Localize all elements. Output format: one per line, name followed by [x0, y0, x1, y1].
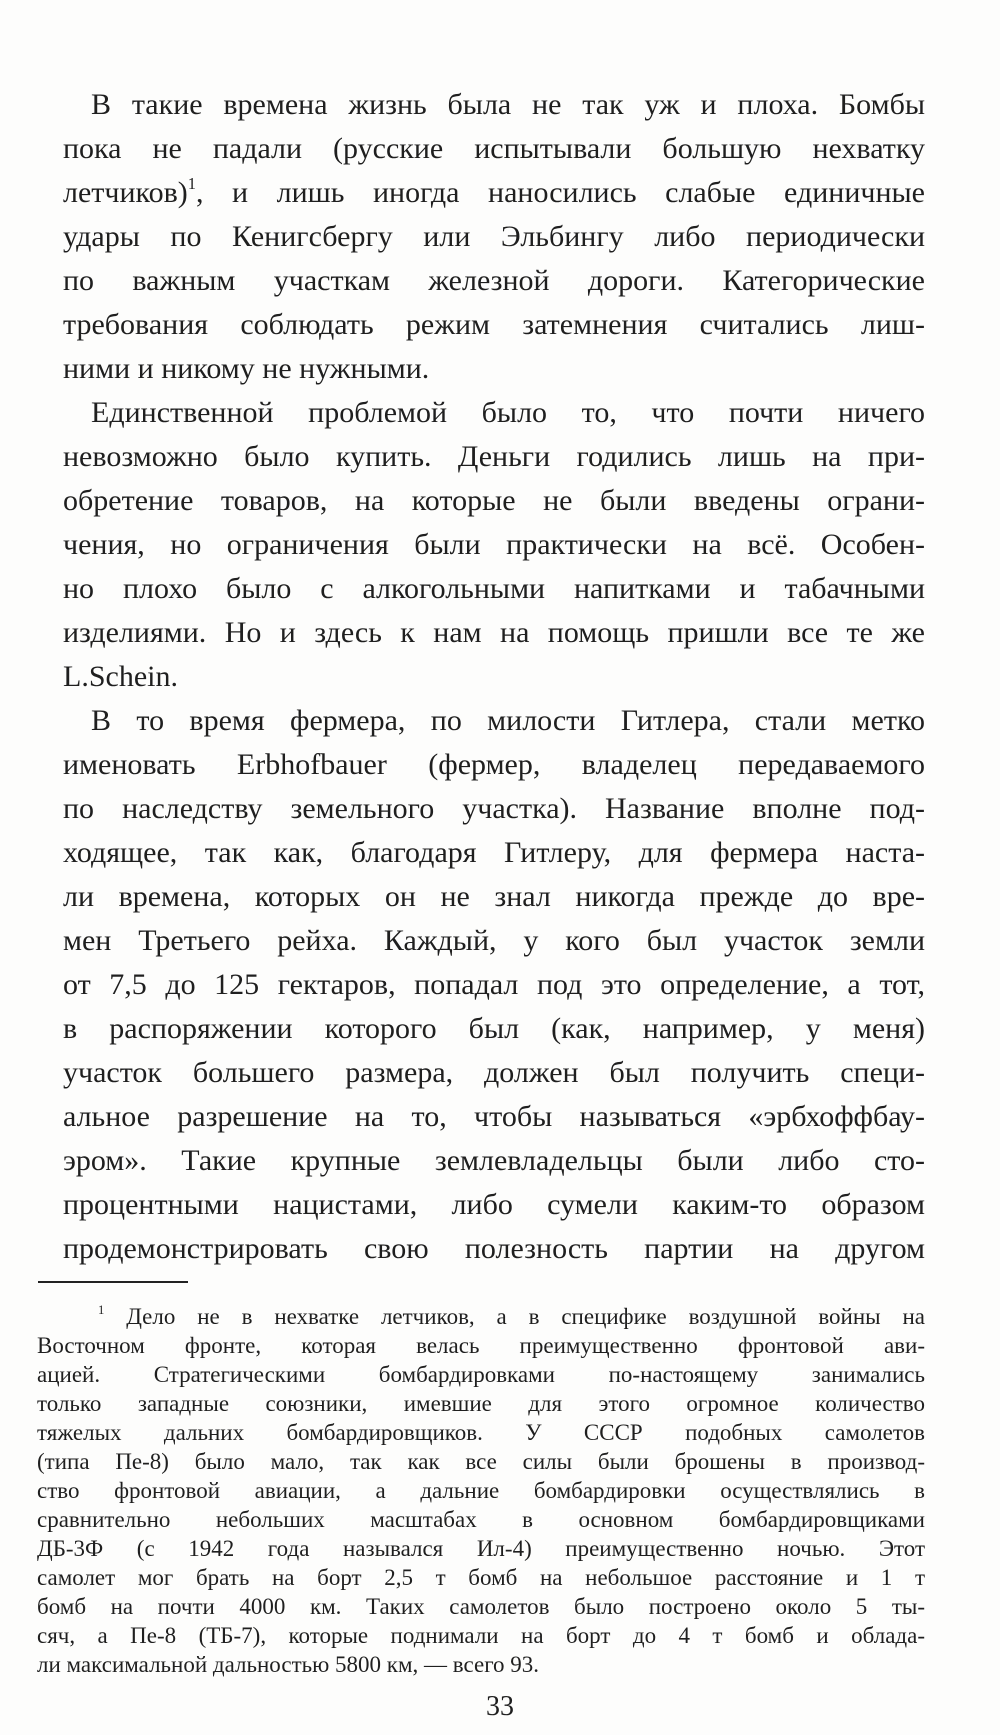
footnote-line: самолет мог брать на борт 2,5 т бомб на небольшое расстояние и 1 т [37, 1565, 925, 1590]
main-text-line: по важным участкам железной дороги. Категорические [63, 264, 925, 297]
main-text-line: ли времена, которых он не знал никогда прежде до вре- [63, 880, 925, 913]
main-text-line: В такие времена жизнь была не так уж и плоха. Бомбы [91, 88, 925, 121]
footnote-line: ли максимальной дальностью 5800 км, — всего 93. [37, 1652, 540, 1677]
page-number: 33 [486, 1691, 514, 1722]
footnote-first-line [98, 1303, 925, 1331]
footnote-reference: 1 [187, 174, 196, 194]
footnote-line: ацией. Стратегическими бомбардировками по-настоящему занимались [37, 1362, 925, 1387]
main-text-line: удары по Кенигсбергу или Эльбингу либо периодически [63, 220, 925, 253]
main-text-line: В то время фермера, по милости Гитлера, стали метко [91, 704, 925, 737]
main-text-line: эром». Такие крупные землевладельцы были либо сто- [63, 1144, 925, 1177]
main-text-line: участок большего размера, должен был получить специ- [63, 1056, 925, 1089]
main-text-line: от 7,5 до 125 гектаров, попадал под это определение, а тот, [63, 968, 925, 1001]
footnote-separator [38, 1281, 188, 1283]
main-text-line: процентными нацистами, либо сумели каким-то образом [63, 1188, 925, 1221]
footnote-line: ство фронтовой авиации, а дальние бомбардировки осуществлялись в [37, 1478, 925, 1503]
main-text-line: в распоряжении которого был (как, например, у меня) [63, 1012, 925, 1045]
main-text-line: чения, но ограничения были практически на всё. Особен- [63, 528, 925, 561]
main-text-fragment: , и лишь иногда наносились слабые единичные [196, 176, 925, 209]
main-text-line: ними и никому не нужными. [63, 352, 430, 385]
main-text-line: L.Schein. [63, 660, 178, 693]
main-text-line: продемонстрировать свою полезность партии на другом [63, 1232, 925, 1265]
footnote-marker: 1 [98, 1303, 105, 1318]
main-text-line: изделиями. Но и здесь к нам на помощь пришли все те же [63, 616, 925, 649]
main-text-line: Единственной проблемой было то, что почти ничего [91, 396, 925, 429]
main-text-line: по наследству земельного участка). Название вполне под- [63, 792, 925, 825]
main-text-line: альное разрешение на то, чтобы называться «эрбхоффбау- [63, 1100, 925, 1133]
footnote-line: сравнительно небольших масштабах в основном бомбардировщиками [37, 1507, 925, 1532]
footnote-line: сяч, а Пе-8 (ТБ-7), которые поднимали на борт до 4 т бомб и облада- [37, 1623, 925, 1648]
footnote-line: Восточном фронте, которая велась преимущественно фронтовой ави- [37, 1333, 925, 1358]
footnote-line: только западные союзники, имевшие для этого огромное количество [37, 1391, 925, 1416]
footnote-line: (типа Пе-8) было мало, так как все силы были брошены в производ- [37, 1449, 925, 1474]
footnote-line: бомб на почти 4000 км. Таких самолетов было построено около 5 ты- [37, 1594, 925, 1619]
main-text-fragment: летчиков) [63, 176, 188, 209]
main-text-line: именовать Erbhofbauer (фермер, владелец передаваемого [63, 748, 925, 781]
main-text-line: ходящее, так как, благодаря Гитлеру, для фермера наста- [63, 836, 925, 869]
footnote-line: тяжелых дальних бомбардировщиков. У СССР подобных самолетов [37, 1420, 925, 1445]
main-text-line: но плохо было с алкогольными напитками и табачными [63, 572, 925, 605]
footnote-text: Дело не в нехватке летчиков, а в специфике воздушной войны на [126, 1304, 926, 1329]
main-text-line: требования соблюдать режим затемнения считались лиш- [63, 308, 925, 341]
footnote-line: ДБ-3Ф (с 1942 года назывался Ил-4) преимущественно ночью. Этот [37, 1536, 925, 1561]
main-text-line: невозможно было купить. Деньги годились лишь на при- [63, 440, 925, 473]
main-text-line: пока не падали (русские испытывали большую нехватку [63, 132, 925, 165]
main-text-line: мен Третьего рейха. Каждый, у кого был участок земли [63, 924, 925, 957]
main-text-line-with-footnote-ref [63, 175, 925, 211]
main-text-line: обретение товаров, на которые не были введены ограни- [63, 484, 925, 517]
